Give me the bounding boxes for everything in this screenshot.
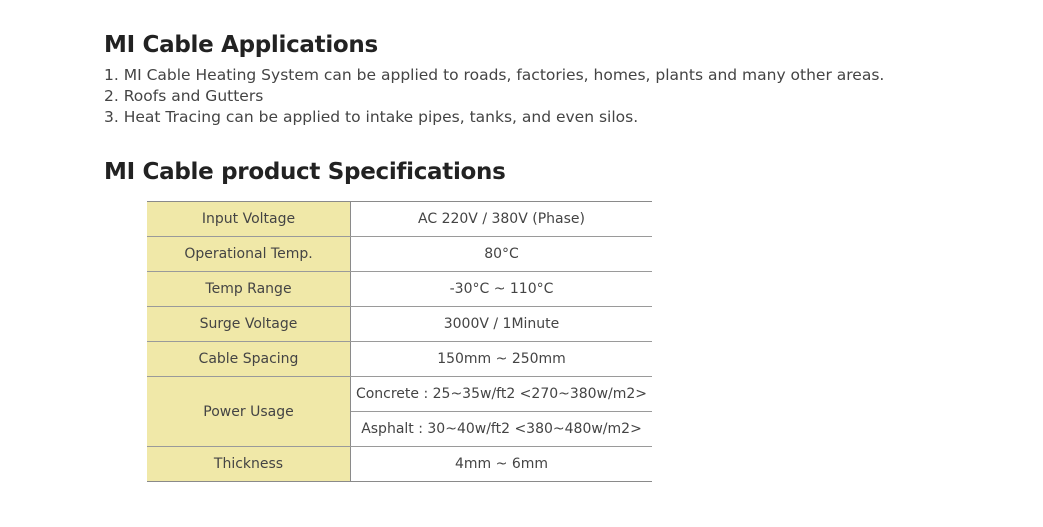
specifications-table: [147, 201, 652, 482]
spec-value-power-usage-concrete: Concrete : 25~35w/ft2 <270~380w/m2>: [351, 377, 653, 412]
spec-value-operational-temp: 80°C: [351, 237, 653, 272]
table-row: [147, 377, 652, 412]
spec-label-surge-voltage: Surge Voltage: [147, 307, 351, 342]
table-row: [147, 342, 652, 377]
spec-value-cable-spacing: 150mm ~ 250mm: [351, 342, 653, 377]
list-item: 2. Roofs and Gutters: [104, 87, 264, 105]
applications-list: [104, 65, 884, 128]
table-row: [147, 307, 652, 342]
spec-value-thickness: 4mm ~ 6mm: [351, 447, 653, 482]
spec-value-surge-voltage: 3000V / 1Minute: [351, 307, 653, 342]
spec-value-temp-range: -30°C ~ 110°C: [351, 272, 653, 307]
list-item: 3. Heat Tracing can be applied to intake pipes, tanks, and even silos.: [104, 108, 639, 126]
list-item: 1. MI Cable Heating System can be applied to roads, factories, homes, plants and many other areas.: [104, 66, 885, 84]
spec-label-power-usage: Power Usage: [147, 377, 351, 447]
specifications-title: MI Cable product Specifications: [104, 159, 506, 185]
table-row: [147, 237, 652, 272]
spec-label-operational-temp: Operational Temp.: [147, 237, 351, 272]
spec-value-power-usage-asphalt: Asphalt : 30~40w/ft2 <380~480w/m2>: [351, 412, 653, 447]
table-row: [147, 202, 652, 237]
spec-label-input-voltage: Input Voltage: [147, 202, 351, 237]
spec-label-temp-range: Temp Range: [147, 272, 351, 307]
spec-label-thickness: Thickness: [147, 447, 351, 482]
table-row: [147, 447, 652, 482]
table-row: [147, 272, 652, 307]
applications-title: MI Cable Applications: [104, 32, 378, 58]
spec-label-cable-spacing: Cable Spacing: [147, 342, 351, 377]
spec-value-input-voltage: AC 220V / 380V (Phase): [351, 202, 653, 237]
